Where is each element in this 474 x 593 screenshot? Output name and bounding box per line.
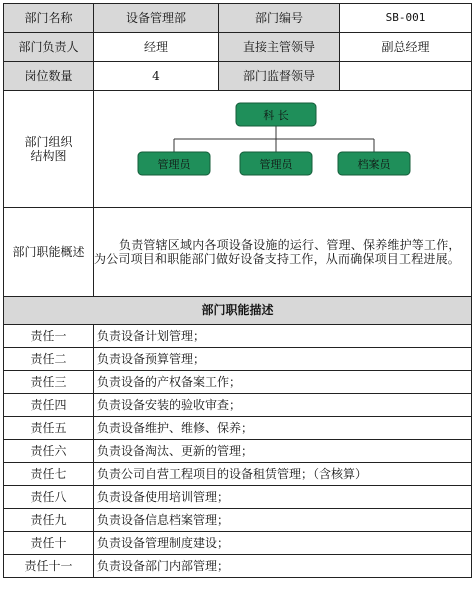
responsibility-row xyxy=(4,555,472,578)
direct-leader-value: 副总经理 xyxy=(340,33,472,62)
org-box-child-2 xyxy=(240,152,312,175)
responsibility-label: 责任六 xyxy=(4,440,94,463)
header-row-2 xyxy=(4,33,472,62)
header-row-3 xyxy=(4,62,472,91)
org-box-child-3-text: 档案员 xyxy=(357,158,391,171)
responsibility-text: 负责设备信息档案管理； xyxy=(94,509,472,532)
org-box-child-1 xyxy=(138,152,210,175)
direct-leader-label: 直接主管领导 xyxy=(219,33,340,62)
headcount-value: 4 xyxy=(94,62,219,91)
responsibility-text: 负责设备计划管理； xyxy=(94,325,472,348)
org-chart-row xyxy=(4,91,472,208)
responsibility-text: 负责设备使用培训管理； xyxy=(94,486,472,509)
responsibility-row xyxy=(4,463,472,486)
responsibility-text: 负责设备预算管理； xyxy=(94,348,472,371)
org-chart-label-line2: 结构图 xyxy=(30,149,67,163)
header-row-1 xyxy=(4,4,472,33)
responsibility-row xyxy=(4,532,472,555)
overview-text: 负责管辖区域内各项设备设施的运行、管理、保养维护等工作，为公司项目和职能部门做好设备支持工作，从而确保项目工程进展。 xyxy=(94,237,461,266)
responsibility-label: 责任三 xyxy=(4,371,94,394)
headcount-label: 岗位数量 xyxy=(4,62,94,91)
org-box-child-1-text: 管理员 xyxy=(157,158,191,171)
dept-code-value: SB-001 xyxy=(340,4,472,33)
org-box-top-text: 科 长 xyxy=(263,109,289,122)
responsibility-label: 责任一 xyxy=(4,325,94,348)
org-connectors xyxy=(174,126,374,152)
responsibility-label: 责任二 xyxy=(4,348,94,371)
responsibility-text: 负责公司自营工程项目的设备租赁管理；（含核算） xyxy=(94,463,472,486)
org-chart-cell xyxy=(94,91,472,208)
org-chart-label xyxy=(4,91,94,208)
dept-code-label: 部门编号 xyxy=(219,4,340,33)
responsibility-row xyxy=(4,417,472,440)
department-info-table xyxy=(3,3,472,578)
responsibility-row xyxy=(4,325,472,348)
responsibility-text: 负责设备部门内部管理； xyxy=(94,555,472,578)
dept-name-label: 部门名称 xyxy=(4,4,94,33)
overview-row xyxy=(4,208,472,297)
responsibility-label: 责任十一 xyxy=(4,555,94,578)
dept-head-label: 部门负责人 xyxy=(4,33,94,62)
responsibility-text: 负责设备的产权备案工作； xyxy=(94,371,472,394)
org-chart xyxy=(94,91,472,207)
responsibility-row xyxy=(4,486,472,509)
section-title-row xyxy=(4,297,472,325)
responsibility-text: 负责设备淘汰、更新的管理； xyxy=(94,440,472,463)
responsibility-label: 责任七 xyxy=(4,463,94,486)
overview-label: 部门职能概述 xyxy=(4,208,94,297)
responsibility-text: 负责设备安装的验收审查； xyxy=(94,394,472,417)
responsibility-label: 责任八 xyxy=(4,486,94,509)
responsibility-row xyxy=(4,371,472,394)
org-box-child-3 xyxy=(338,152,410,175)
responsibility-row xyxy=(4,440,472,463)
dept-name-value: 设备管理部 xyxy=(94,4,219,33)
responsibility-row xyxy=(4,509,472,532)
overview-cell xyxy=(94,208,472,297)
responsibility-text: 负责设备管理制度建设； xyxy=(94,532,472,555)
section-title: 部门职能描述 xyxy=(4,297,472,325)
org-chart-label-line1: 部门组织 xyxy=(24,134,73,149)
org-box-top xyxy=(236,103,316,126)
responsibility-label: 责任九 xyxy=(4,509,94,532)
org-box-child-2-text: 管理员 xyxy=(259,158,293,171)
responsibility-label: 责任五 xyxy=(4,417,94,440)
supervisor-label: 部门监督领导 xyxy=(219,62,340,91)
supervisor-value xyxy=(340,62,472,91)
responsibility-label: 责任四 xyxy=(4,394,94,417)
responsibility-text: 负责设备维护、维修、保养； xyxy=(94,417,472,440)
dept-head-value: 经理 xyxy=(94,33,219,62)
responsibility-label: 责任十 xyxy=(4,532,94,555)
responsibility-row xyxy=(4,394,472,417)
responsibility-row xyxy=(4,348,472,371)
